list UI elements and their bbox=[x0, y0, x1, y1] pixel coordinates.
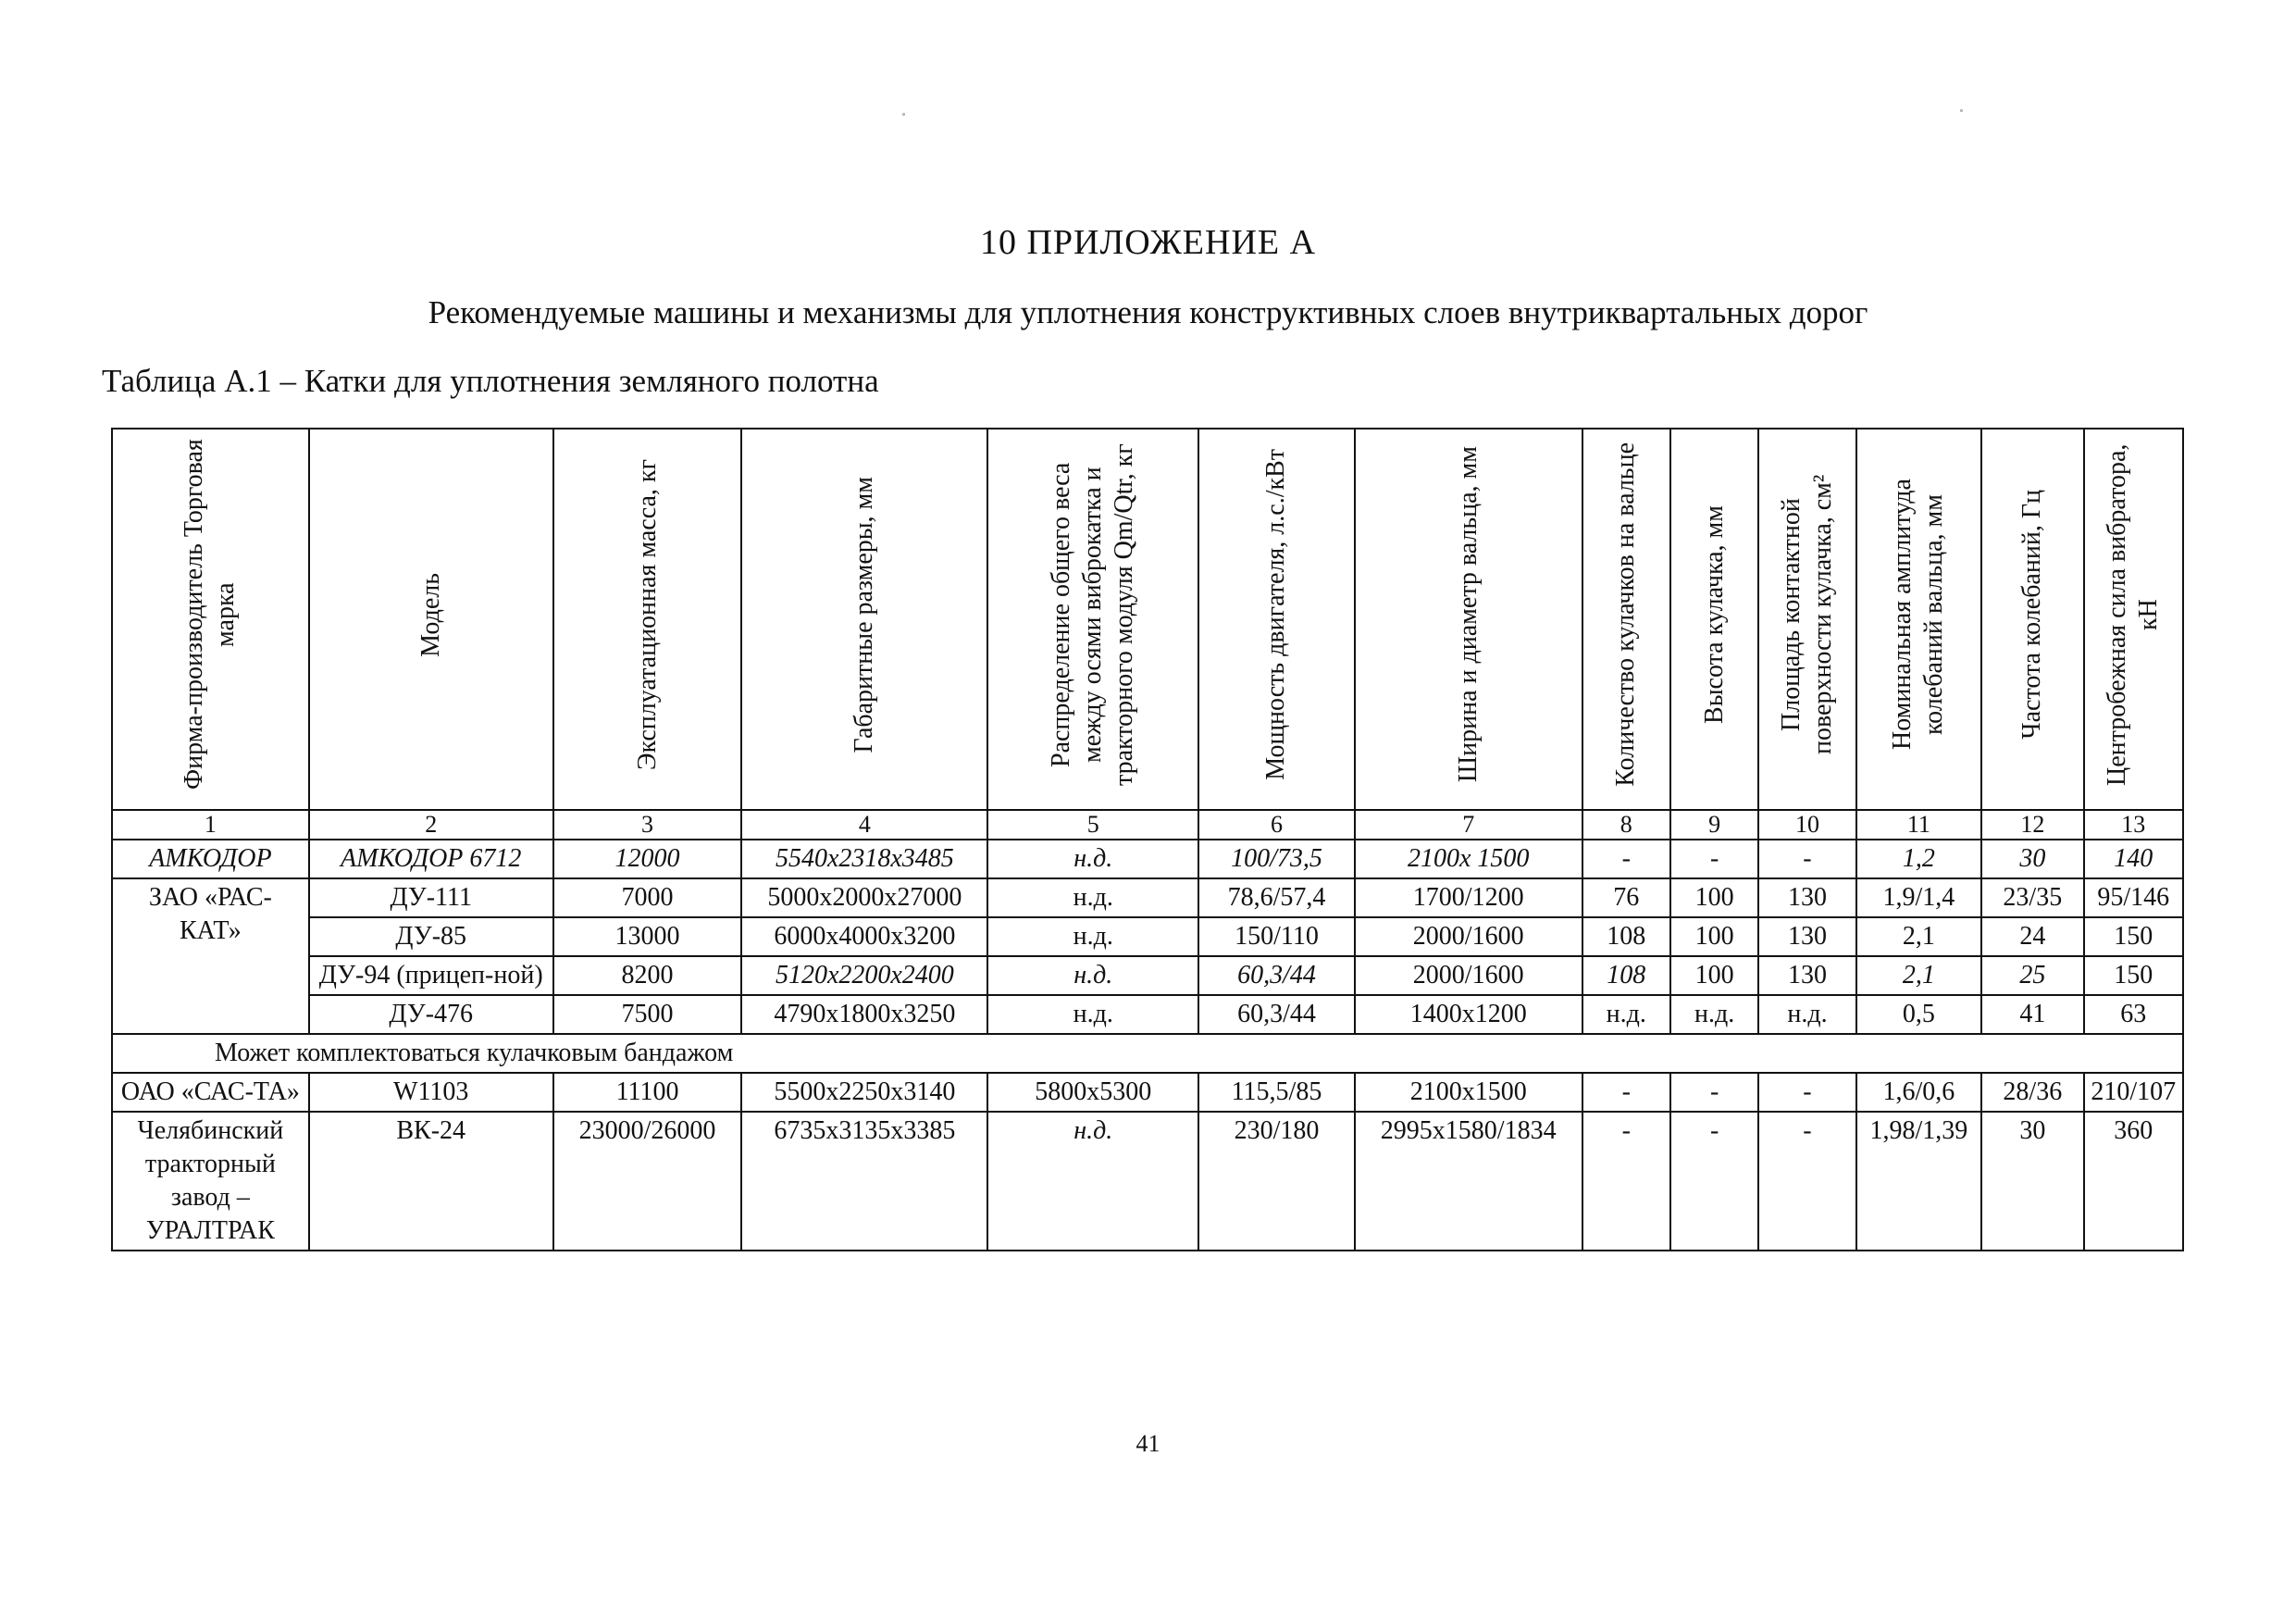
cell: 6735x3135x3385 bbox=[741, 1112, 987, 1251]
cell: ДУ-85 bbox=[309, 917, 553, 956]
cell: - bbox=[1758, 1073, 1855, 1112]
col-header: Фирма-производитель Торговая марка bbox=[112, 429, 309, 810]
rollers-table bbox=[111, 428, 2184, 1251]
col-number: 3 bbox=[553, 810, 742, 840]
cell: АМКОДОР 6712 bbox=[309, 840, 553, 878]
col-header: Мощность двигателя, л.с./кВт bbox=[1198, 429, 1355, 810]
cell: 1700/1200 bbox=[1355, 878, 1582, 917]
cell: 100 bbox=[1670, 956, 1758, 995]
cell: 2100x1500 bbox=[1355, 1073, 1582, 1112]
cell: 63 bbox=[2084, 995, 2183, 1034]
page-number: 41 bbox=[1136, 1430, 1160, 1457]
col-header: Распределение общего веса между осями виброкатка и тракторного модуля Qm/Qtr, кг bbox=[987, 429, 1198, 810]
cell: н.д. bbox=[1670, 995, 1758, 1034]
col-number: 12 bbox=[1981, 810, 2083, 840]
note-row bbox=[112, 1034, 2183, 1073]
col-number: 2 bbox=[309, 810, 553, 840]
col-number: 1 bbox=[112, 810, 309, 840]
cell: 2,1 bbox=[1856, 917, 1981, 956]
cell: н.д. bbox=[987, 995, 1198, 1034]
cell: 360 bbox=[2084, 1112, 2183, 1251]
cell: 11100 bbox=[553, 1073, 742, 1112]
table-row bbox=[112, 917, 2183, 956]
cell: 2000/1600 bbox=[1355, 917, 1582, 956]
cell: 60,3/44 bbox=[1198, 995, 1355, 1034]
cell: 23/35 bbox=[1981, 878, 2083, 917]
cell: 5540x2318x3485 bbox=[741, 840, 987, 878]
col-number: 10 bbox=[1758, 810, 1855, 840]
cell: 100 bbox=[1670, 917, 1758, 956]
cell: 41 bbox=[1981, 995, 2083, 1034]
cell: 130 bbox=[1758, 878, 1855, 917]
cell: ОАО «САС-ТА» bbox=[112, 1073, 309, 1112]
cell: 23000/26000 bbox=[553, 1112, 742, 1251]
cell: н.д. bbox=[987, 956, 1198, 995]
col-header: Ширина и диаметр вальца, мм bbox=[1355, 429, 1582, 810]
cell: 2995x1580/1834 bbox=[1355, 1112, 1582, 1251]
note-text: Может комплектоваться кулачковым бандажом bbox=[112, 1034, 2183, 1073]
cell: 78,6/57,4 bbox=[1198, 878, 1355, 917]
cell: 28/36 bbox=[1981, 1073, 2083, 1112]
col-number: 13 bbox=[2084, 810, 2183, 840]
cell: 5500x2250x3140 bbox=[741, 1073, 987, 1112]
cell: 5000x2000x27000 bbox=[741, 878, 987, 917]
cell: 95/146 bbox=[2084, 878, 2183, 917]
cell: - bbox=[1670, 1112, 1758, 1251]
cell: 130 bbox=[1758, 917, 1855, 956]
col-header: Номинальная амплитуда колебаний вальца, мм bbox=[1856, 429, 1981, 810]
table-row bbox=[112, 1112, 2183, 1251]
col-header: Частота колебаний, Гц bbox=[1981, 429, 2083, 810]
cell: 210/107 bbox=[2084, 1073, 2183, 1112]
column-number-row bbox=[112, 810, 2183, 840]
cell: 7000 bbox=[553, 878, 742, 917]
cell: 150/110 bbox=[1198, 917, 1355, 956]
cell: 30 bbox=[1981, 1112, 2083, 1251]
table-row bbox=[112, 840, 2183, 878]
cell: 2100x 1500 bbox=[1355, 840, 1582, 878]
cell: 2000/1600 bbox=[1355, 956, 1582, 995]
cell: 7500 bbox=[553, 995, 742, 1034]
col-number: 5 bbox=[987, 810, 1198, 840]
cell: ДУ-94 (прицеп-ной) bbox=[309, 956, 553, 995]
cell: 5120x2200x2400 bbox=[741, 956, 987, 995]
col-number: 8 bbox=[1582, 810, 1670, 840]
cell: - bbox=[1582, 1112, 1670, 1251]
cell: - bbox=[1758, 840, 1855, 878]
cell: 230/180 bbox=[1198, 1112, 1355, 1251]
col-number: 6 bbox=[1198, 810, 1355, 840]
cell: ДУ-476 bbox=[309, 995, 553, 1034]
col-header: Габаритные размеры, мм bbox=[741, 429, 987, 810]
cell: 5800x5300 bbox=[987, 1073, 1198, 1112]
col-header: Высота кулачка, мм bbox=[1670, 429, 1758, 810]
cell: ДУ-111 bbox=[309, 878, 553, 917]
cell: - bbox=[1582, 1073, 1670, 1112]
table-row bbox=[112, 995, 2183, 1034]
col-header: Количество кулачков на вальце bbox=[1582, 429, 1670, 810]
col-number: 7 bbox=[1355, 810, 1582, 840]
cell: 140 bbox=[2084, 840, 2183, 878]
cell: 100/73,5 bbox=[1198, 840, 1355, 878]
cell: 12000 bbox=[553, 840, 742, 878]
cell: 6000x4000x3200 bbox=[741, 917, 987, 956]
cell: 24 bbox=[1981, 917, 2083, 956]
col-header: Центробежная сила вибратора, кН bbox=[2084, 429, 2183, 810]
cell: 150 bbox=[2084, 956, 2183, 995]
cell: 13000 bbox=[553, 917, 742, 956]
cell: 1400x1200 bbox=[1355, 995, 1582, 1034]
table-row bbox=[112, 956, 2183, 995]
cell: 25 bbox=[1981, 956, 2083, 995]
cell: 1,2 bbox=[1856, 840, 1981, 878]
cell: 1,6/0,6 bbox=[1856, 1073, 1981, 1112]
cell: Челябинский тракторный завод – УРАЛТРАК bbox=[112, 1112, 309, 1251]
cell: 76 bbox=[1582, 878, 1670, 917]
cell: - bbox=[1670, 1073, 1758, 1112]
cell: 0,5 bbox=[1856, 995, 1981, 1034]
col-header: Площадь контактной поверхности кулачка, см² bbox=[1758, 429, 1855, 810]
cell: 30 bbox=[1981, 840, 2083, 878]
cell: W1103 bbox=[309, 1073, 553, 1112]
col-number: 11 bbox=[1856, 810, 1981, 840]
col-number: 9 bbox=[1670, 810, 1758, 840]
cell: - bbox=[1758, 1112, 1855, 1251]
cell: 8200 bbox=[553, 956, 742, 995]
cell: н.д. bbox=[987, 1112, 1198, 1251]
cell: АМКОДОР bbox=[112, 840, 309, 878]
col-header: Эксплуатационная масса, кг bbox=[553, 429, 742, 810]
cell: 2,1 bbox=[1856, 956, 1981, 995]
cell: ЗАО «РАС-КАТ» bbox=[112, 878, 309, 1034]
cell: н.д. bbox=[987, 878, 1198, 917]
cell: 108 bbox=[1582, 956, 1670, 995]
cell: н.д. bbox=[987, 917, 1198, 956]
appendix-subtitle: Рекомендуемые машины и механизмы для уплотнения конструктивных слоев внутриквартальных дорог bbox=[428, 294, 1868, 330]
cell: 108 bbox=[1582, 917, 1670, 956]
cell: н.д. bbox=[987, 840, 1198, 878]
cell: 60,3/44 bbox=[1198, 956, 1355, 995]
cell: 1,9/1,4 bbox=[1856, 878, 1981, 917]
cell: - bbox=[1582, 840, 1670, 878]
cell: н.д. bbox=[1758, 995, 1855, 1034]
header-row bbox=[112, 429, 2183, 810]
cell: 115,5/85 bbox=[1198, 1073, 1355, 1112]
appendix-heading: 10 ПРИЛОЖЕНИЕ А bbox=[979, 223, 1317, 262]
cell: ВК-24 bbox=[309, 1112, 553, 1251]
table-caption: Таблица А.1 – Катки для уплотнения земляного полотна bbox=[102, 363, 879, 399]
cell: 1,98/1,39 bbox=[1856, 1112, 1981, 1251]
cell: н.д. bbox=[1582, 995, 1670, 1034]
table-row bbox=[112, 878, 2183, 917]
cell: 100 bbox=[1670, 878, 1758, 917]
table-row bbox=[112, 1073, 2183, 1112]
cell: - bbox=[1670, 840, 1758, 878]
cell: 130 bbox=[1758, 956, 1855, 995]
cell: 150 bbox=[2084, 917, 2183, 956]
col-number: 4 bbox=[741, 810, 987, 840]
cell: 4790x1800x3250 bbox=[741, 995, 987, 1034]
col-header: Модель bbox=[309, 429, 553, 810]
